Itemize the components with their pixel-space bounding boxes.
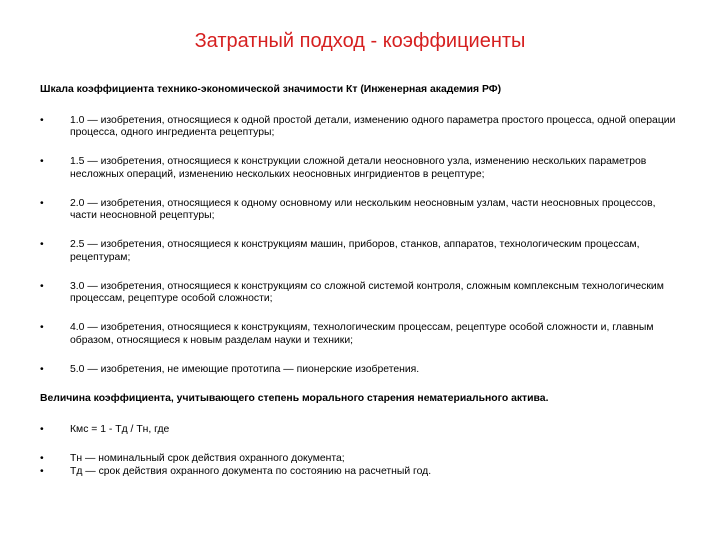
list-item xyxy=(40,115,680,140)
list-item-text: 4.0 — изобретения, относящиеся к конструкциям, технологическим процессам, рецептуре особой сложности и, главным образом, относящиеся к новым разделам науки и техники; xyxy=(70,322,654,346)
slide-title: Затратный подход - коэффициенты xyxy=(194,30,526,52)
definition-text: Тн — номинальный срок действия охранного документа; xyxy=(70,453,345,464)
obsolescence-list xyxy=(40,424,680,479)
list-item xyxy=(40,281,680,306)
bullet-icon: • xyxy=(40,322,44,333)
list-item-text: 2.0 — изобретения, относящиеся к одному основному или нескольким неосновным узлам, части неосновных процессов, части неосновной рецептуры; xyxy=(70,197,656,221)
bullet-icon: • xyxy=(40,114,44,126)
list-item-text: 2.5 — изобретения, относящиеся к конструкциям машин, приборов, станков, аппаратов, технологическим процессам, рецептурам; xyxy=(70,239,640,263)
bullet-icon: • xyxy=(40,197,44,209)
list-item-text: 1.5 — изобретения, относящиеся к конструкции сложной детали неосновного узла, изменению нескольких параметров несложных операций, изменению нескольких неосновных ингридиентов в рецептуре; xyxy=(70,156,647,180)
bullet-icon: • xyxy=(40,363,44,375)
list-item xyxy=(40,453,680,466)
list-item xyxy=(40,322,680,347)
definition-text: Тд — срок действия охранного документа по состоянию на расчетный год. xyxy=(70,465,432,477)
list-item xyxy=(40,156,680,181)
bullet-icon: • xyxy=(40,465,44,477)
list-item-text: 3.0 — изобретения, относящиеся к конструкциям со сложной системой контроля, сложным комплексным технологическим процессам, рецептуре особой сложности; xyxy=(70,280,664,304)
list-item xyxy=(40,239,680,264)
bullet-icon: • xyxy=(40,156,44,167)
list-item xyxy=(40,364,680,377)
list-item-text: 1.0 — изобретения, относящиеся к одной простой детали, изменению одного параметра простого процесса, одной операции процесса, одного ингредиента рецептуры; xyxy=(70,114,676,138)
list-item xyxy=(40,466,680,479)
scale-heading: Шкала коэффициента технико-экономической значимости Кт (Инженерная академия РФ) xyxy=(40,84,502,95)
bullet-icon: • xyxy=(40,280,44,292)
slide-content xyxy=(40,84,680,478)
formula-text: Кмс = 1 - Тд / Тн, где xyxy=(70,423,170,435)
list-item xyxy=(40,424,680,437)
bullet-icon: • xyxy=(40,423,44,435)
list-item-text: 5.0 — изобретения, не имеющие прототипа — пионерские изобретения. xyxy=(70,363,420,375)
scale-list xyxy=(40,115,680,377)
bullet-icon: • xyxy=(40,453,44,464)
list-item xyxy=(40,198,680,223)
obsolescence-heading: Величина коэффициента, учитывающего степень морального старения нематериального актива. xyxy=(40,393,549,404)
bullet-icon: • xyxy=(40,239,44,250)
